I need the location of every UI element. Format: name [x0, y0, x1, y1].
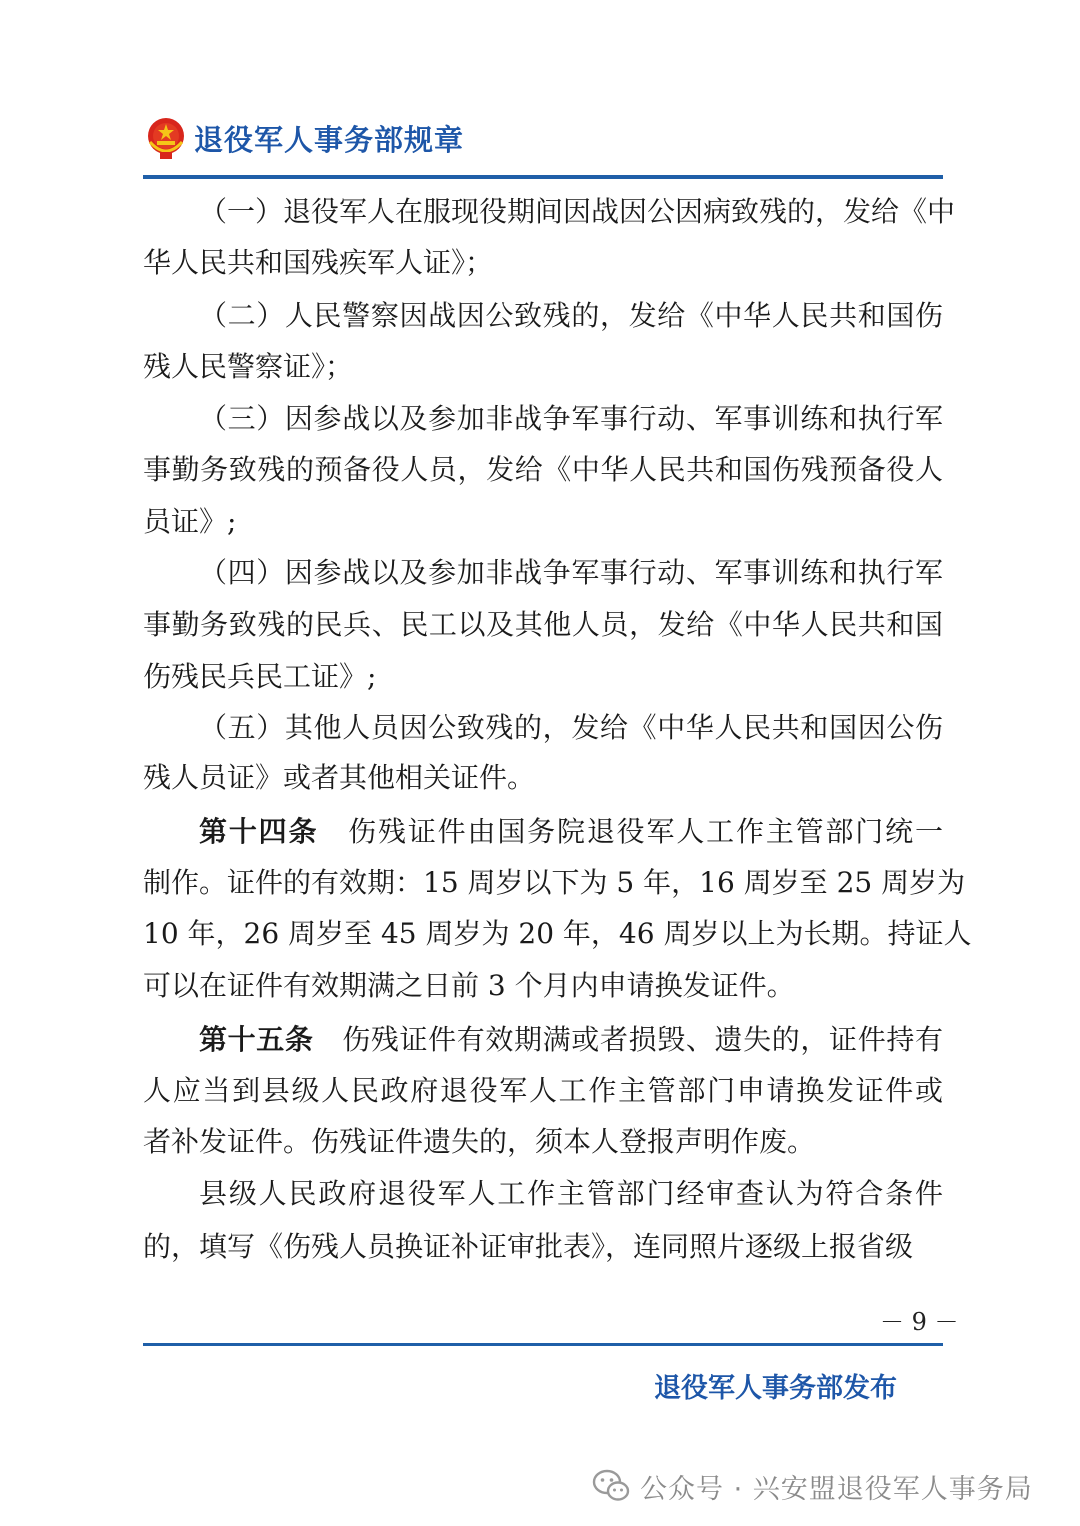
line-text: （三）因参战以及参加非战争军事行动、军事训练和执行军 [199, 402, 943, 435]
line-text: 残人员证》或者其他相关证件。 [143, 761, 536, 794]
text-line [143, 1116, 943, 1168]
line-text: 事勤务致残的预备役人员，发给《中华人民共和国伤残预备役人 [143, 453, 943, 486]
text-line [143, 702, 943, 754]
text-line [143, 599, 943, 651]
line-text: 者补发证件。伤残证件遗失的，须本人登报声明作废。 [143, 1125, 816, 1158]
line-text: 员证》; [143, 505, 237, 538]
line-text: 的，填写《伤残人员换证补证审批表》，连同照片逐级上报省级 [143, 1230, 914, 1263]
text-line [143, 1065, 943, 1117]
text-line [143, 857, 966, 909]
line-text: 伤残证件有效期满或者损毁、遗失的，证件持有 [342, 1023, 943, 1056]
watermark-text: 公众号 · 兴安盟退役军人事务局 [640, 1473, 1033, 1505]
text-line [143, 393, 943, 445]
text-line [143, 908, 972, 960]
line-text: 制作。证件的有效期：15 周岁以下为 5 年，16 周岁至 25 周岁为 [143, 866, 966, 899]
text-line [143, 1168, 943, 1220]
text-line [143, 237, 943, 289]
document-header [146, 112, 464, 164]
footer-divider [143, 1343, 943, 1346]
publisher-label: 退役军人事务部发布 [654, 1373, 897, 1404]
line-text: 残人民警察证》； [143, 350, 354, 383]
line-text: 事勤务致残的民兵、民工以及其他人员，发给《中华人民共和国 [143, 608, 943, 641]
line-text: 伤残证件由国务院退役军人工作主管部门统一 [348, 815, 943, 848]
header-title: 退役军人事务部规章 [194, 122, 465, 157]
text-line [143, 186, 956, 238]
watermark [592, 1464, 1033, 1508]
text-line [143, 444, 943, 496]
line-text: 人应当到县级人民政府退役军人工作主管部门申请换发证件或 [143, 1074, 943, 1107]
national-emblem-icon [146, 116, 186, 160]
article-number: 第十四条 [199, 815, 319, 848]
text-line [143, 547, 943, 599]
line-text: （四）因参战以及参加非战争军事行动、军事训练和执行军 [199, 556, 943, 589]
text-line [143, 341, 943, 393]
line-text: （一）退役军人在服现役期间因战因公因病致残的，发给《中 [199, 195, 956, 228]
page-number: － 9 － [880, 1308, 959, 1336]
text-line [143, 806, 943, 858]
text-line [143, 651, 943, 703]
wechat-icon [592, 1469, 630, 1503]
text-line [143, 1014, 943, 1066]
line-text: （二）人民警察因战因公致残的，发给《中华人民共和国伤 [199, 299, 943, 332]
header-divider [143, 175, 943, 179]
text-line [143, 290, 943, 342]
line-text: （五）其他人员因公致残的，发给《中华人民共和国因公伤 [199, 711, 943, 744]
text-line [143, 1221, 943, 1273]
text-line [143, 496, 943, 548]
article-number: 第十五条 [199, 1023, 314, 1056]
line-text: 10 年，26 周岁至 45 周岁为 20 年，46 周岁以上为长期。持证人 [143, 917, 972, 950]
line-text: 县级人民政府退役军人工作主管部门经审查认为符合条件 [199, 1177, 943, 1210]
text-line [143, 960, 943, 1012]
text-line [143, 752, 943, 804]
line-text: 可以在证件有效期满之日前 3 个月内申请换发证件。 [143, 969, 795, 1002]
line-text: 伤残民兵民工证》; [143, 660, 377, 693]
line-text: 华人民共和国残疾军人证》； [143, 246, 494, 279]
